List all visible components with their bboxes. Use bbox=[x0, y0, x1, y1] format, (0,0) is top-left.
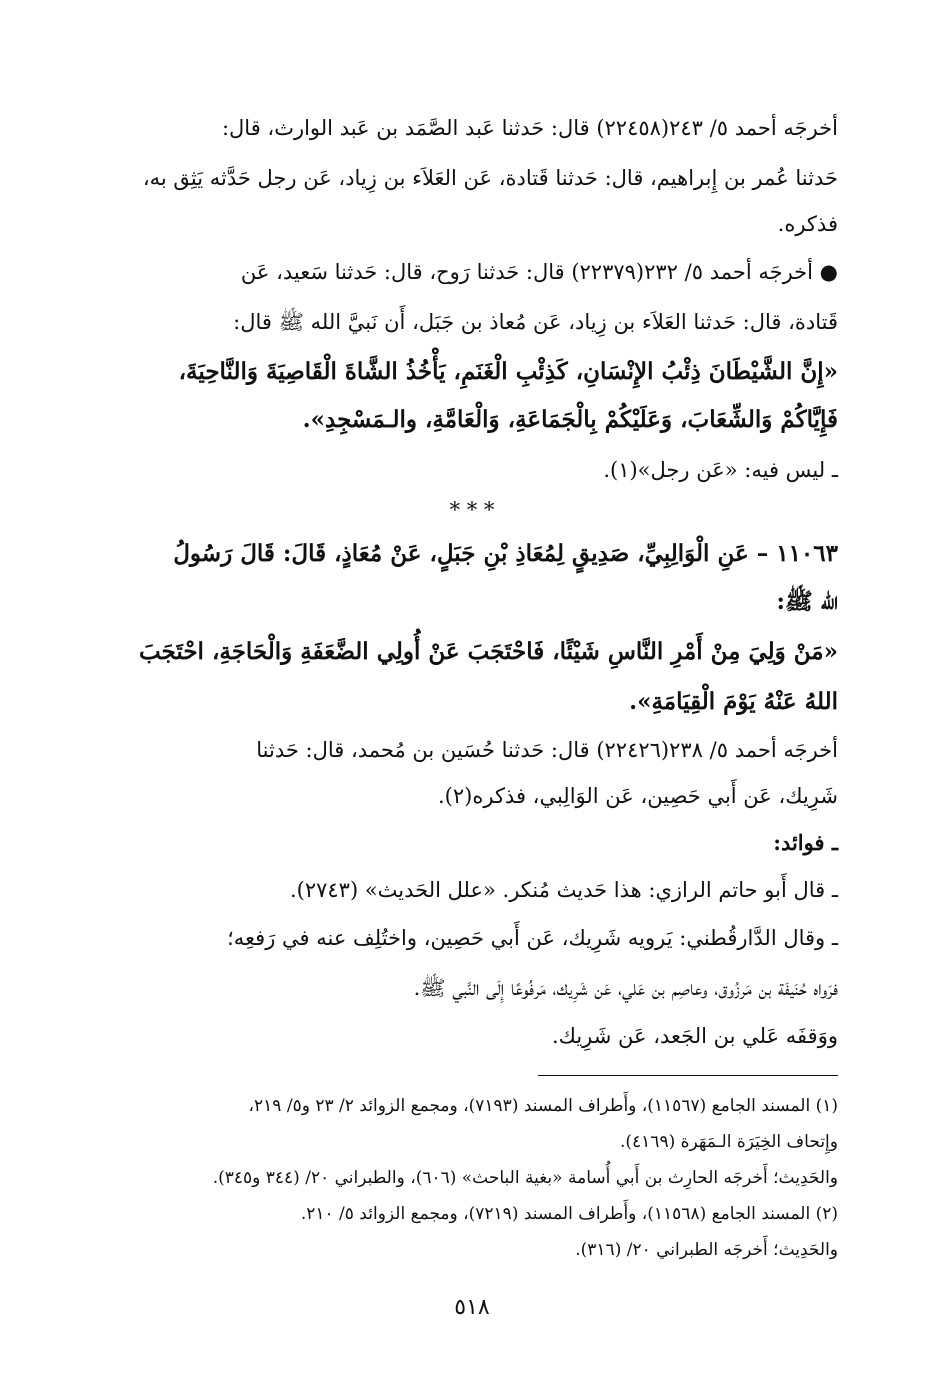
footnote-divider bbox=[538, 1075, 838, 1076]
hadith-heading-line: الله ﷺ: bbox=[776, 588, 838, 615]
footnote-line: (٢) المسند الجامع (١١٥٦٨)، وأَطراف المسند (٧٢١٩)، ومجمع الزوائد ٥/ ٢١٠. bbox=[300, 1204, 838, 1224]
body-line: شَرِيك، عَن أَبي حَصِين، عَن الوَالِبي، فذكره(٢). bbox=[438, 784, 838, 808]
hadith-text-line: «إِنَّ الشَّيْطَانَ ذِئْبُ الإِنْسَانِ، كَذِئْبِ الْغَنَمِ، يَأْخُذُ الشَّاةَ الْقَاصِيَةَ وَالنَّاحِيَةَ، bbox=[178, 358, 838, 385]
section-separator: * * * bbox=[449, 498, 495, 522]
body-line: ● أخرجَه أحمد ٥/ ٢٣٢(٢٢٣٧٩) قال: حَدثنا رَوح، قال: حَدثنا سَعيد، عَن bbox=[240, 260, 838, 284]
section-heading: ـ فوائد: bbox=[773, 830, 838, 855]
body-line: فذكره. bbox=[777, 212, 838, 236]
body-line: قَتادة، قال: حَدثنا العَلاَء بن زِياد، عَن مُعاذ بن جَبَل، أَن نَبيَّ الله ﷺ قال: bbox=[233, 310, 838, 334]
body-line: أخرجَه أحمد ٥/ ٢٤٣(٢٢٤٥٨) قال: حَدثنا عَبد الصَّمَد بن عَبد الوارث، قال: bbox=[221, 116, 838, 140]
footnote-line: (١) المسند الجامع (١١٥٦٧)، وأَطراف المسند (٧١٩٣)، ومجمع الزوائد ٢/ ٢٣ و٥/ ٢١٩، bbox=[248, 1096, 838, 1116]
hadith-text-line: فَإِيَّاكُمْ وَالشِّعَابَ، وَعَلَيْكُمْ بِالْجَمَاعَةِ، وَالْعَامَّةِ، والـمَسْجِدِ». bbox=[302, 406, 838, 433]
body-line: أخرجَه أحمد ٥/ ٢٣٨(٢٢٤٢٦) قال: حَدثنا حُسَين بن مُحمد، قال: حَدثنا bbox=[256, 738, 838, 762]
footnote-line: وإِتحاف الخِيَرَة الـمَهَرة (٤١٦٩). bbox=[620, 1132, 838, 1152]
footnote-line: والحَدِيث؛ أَخرجَه الطبراني ٢٠/ (٣١٦). bbox=[575, 1240, 838, 1260]
body-line: ـ قال أَبو حاتم الرازي: هذا حَديث مُنكر. «علل الحَديث» (٢٧٤٣). bbox=[289, 878, 838, 902]
page-number: ٥١٨ bbox=[454, 1295, 490, 1320]
hadith-text-line: اللهُ عَنْهُ يَوْمَ الْقِيَامَةِ». bbox=[629, 688, 838, 715]
body-line: ـ وقال الدَّارقُطني: يَرويه شَرِيك، عَن أَبي حَصِين، واختُلِف عنه في رَفعِه؛ bbox=[227, 926, 838, 950]
body-line: ووَقفَه عَلي بن الجَعد، عَن شَرِيك. bbox=[551, 1024, 838, 1048]
body-line: ـ ليس فيه: «عَن رجل»(١). bbox=[603, 458, 838, 482]
body-line: حَدثنا عُمر بن إِبراهيم، قال: حَدثنا قَتادة، عَن العَلاَء بن زِياد، عَن رجل حَدَّثه يَثِق به، bbox=[142, 166, 838, 190]
hadith-heading-line: ١١٠٦٣ – عَنِ الْوَالِبِيِّ، صَدِيقٍ لِمُعَاذِ بْنِ جَبَلٍ، عَنْ مُعَاذٍ، قَالَ: قَالَ رَسُولُ bbox=[173, 540, 838, 567]
hadith-text-line: «مَنْ وَلِيَ مِنْ أَمْرِ النَّاسِ شَيْئًا، فَاحْتَجَبَ عَنْ أُولِي الضَّعَفَةِ وَالْحَاجَةِ، احْتَجَبَ bbox=[138, 638, 838, 665]
footnote-line: والحَدِيث؛ أَخرجَه الحارِث بن أَبي أُسامة «بغية الباحث» (٦٠٦)، والطبراني ٢٠/ (٣٤٤ و٣٤٥). bbox=[212, 1168, 838, 1188]
body-line: فرَواه حُنَيفَة بن مَرزُوق، وعاصِم بن عَلي، عَن شَرِيك، مَرفُوعًا إِلَى النَّبي ﷺ. bbox=[413, 976, 838, 1000]
